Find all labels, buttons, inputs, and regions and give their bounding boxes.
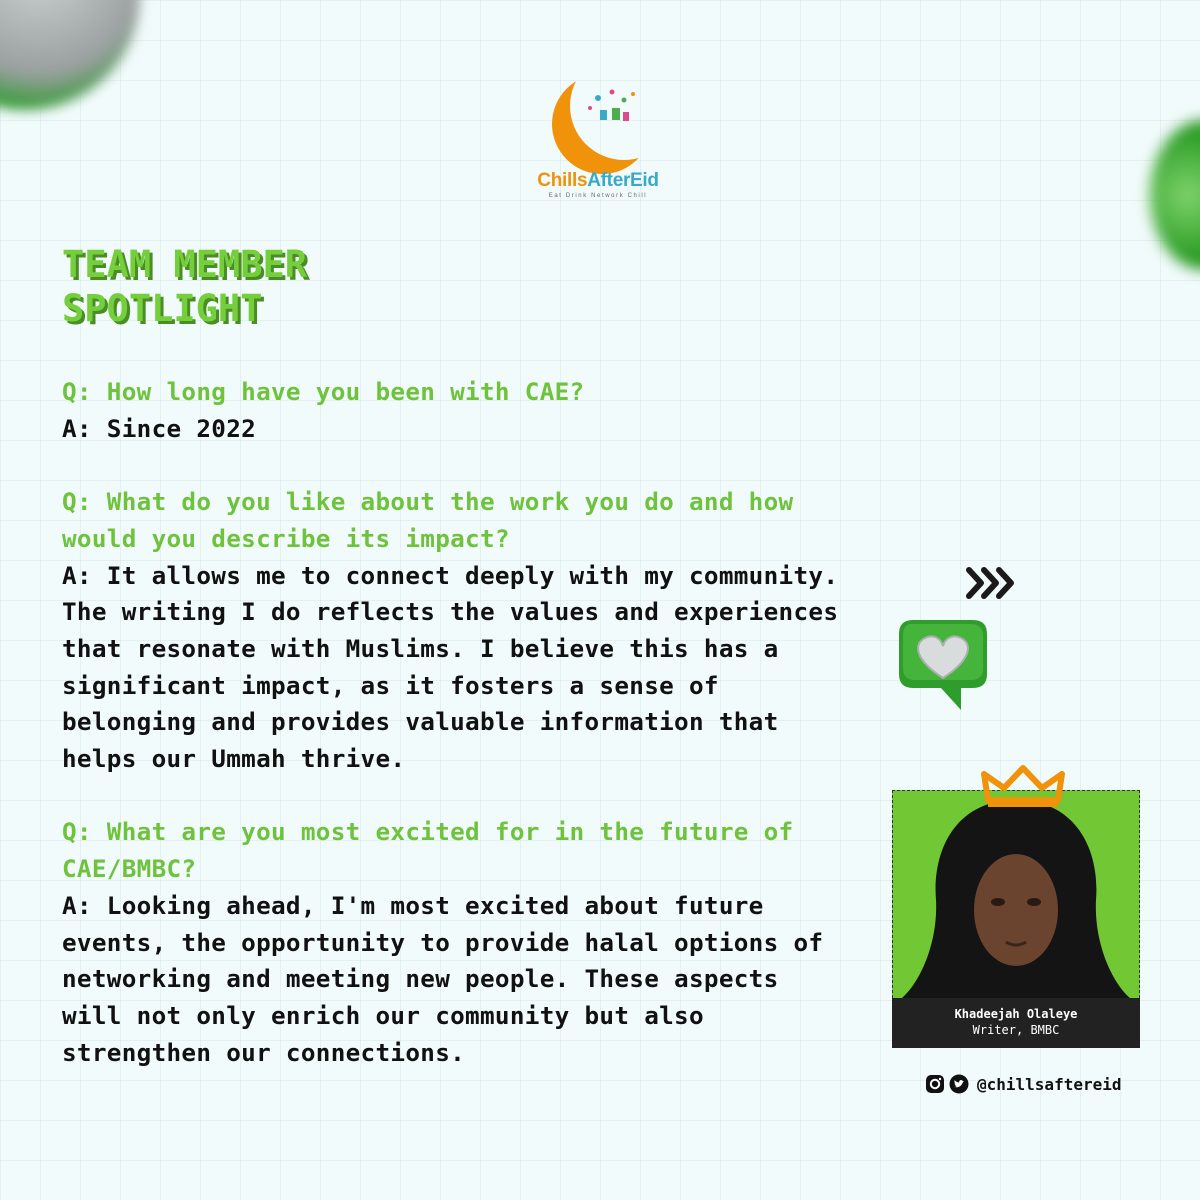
decorative-blob-top-left [0, 0, 172, 142]
profile-card [892, 790, 1140, 1048]
member-name: Khadeejah Olaleye [954, 1007, 1078, 1021]
question-2: Q: What do you like about the work you do and how would you describe its impact? [62, 487, 794, 553]
heart-bubble-icon [895, 616, 991, 716]
brand-tagline: Eat Drink Network Chill [548, 193, 648, 199]
page-title [62, 243, 307, 331]
twitter-icon[interactable] [949, 1074, 969, 1094]
qa-section [62, 374, 842, 1071]
social-handle[interactable]: @chillsaftereid [977, 1074, 1122, 1094]
triple-chevron-right-icon [966, 565, 1018, 601]
profile-photo [892, 790, 1140, 998]
social-handle-row [925, 1074, 1122, 1094]
instagram-icon[interactable] [925, 1074, 945, 1094]
answer-2: A: It allows me to connect deeply with my community. The writing I do reflects the values and experiences that resonate with Muslims. I believe this has a significant impact, as it fosters a sense of belonging and provides valuable information that helps our Ummah thrive. [62, 560, 839, 774]
member-caption [892, 998, 1140, 1048]
question-3: Q: What are you most excited for in the future of CAE/BMBC? [62, 817, 794, 884]
member-role: Writer, BMBC [972, 1023, 1060, 1037]
decorative-blob-right [1150, 120, 1200, 270]
title-line-2: SPOTLIGHT [62, 287, 263, 330]
answer-3: A: Looking ahead, I'm most excited about future events, the opportunity to provide halal options of networking and meeting new people. These aspects will not only enrich our community but also strengthen our connections. [62, 890, 824, 1067]
question-1: Q: How long have you been with CAE? [62, 377, 585, 406]
title-line-1: TEAM MEMBER [62, 243, 308, 286]
crown-icon [980, 764, 1066, 810]
brand-name: ChillsAfterEid [537, 170, 659, 191]
answer-1: A: Since 2022 [62, 413, 257, 443]
